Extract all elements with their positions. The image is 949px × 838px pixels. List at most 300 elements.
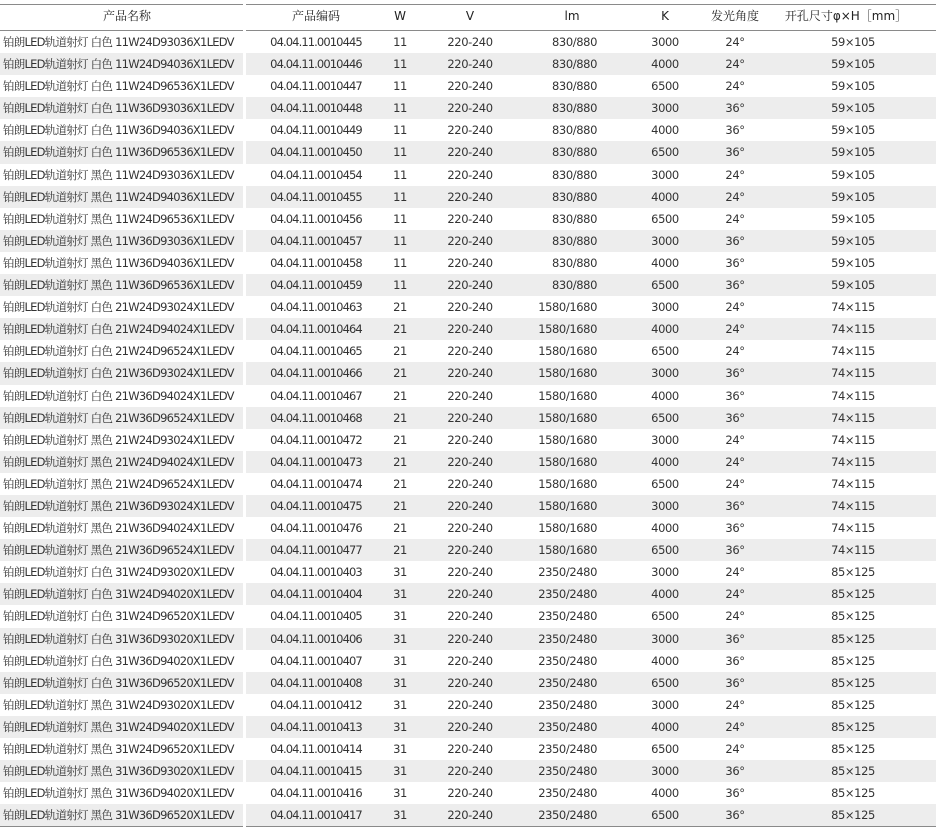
product-code-cell: 04.04.11.0010408 bbox=[270, 675, 362, 690]
kelvin-cell: 6500 bbox=[651, 145, 679, 160]
watt-cell: 31 bbox=[393, 631, 407, 646]
cutout-size-cell: 85×125 bbox=[831, 786, 875, 801]
lumen-cell: 830/880 bbox=[552, 79, 597, 94]
product-code-cell: 04.04.11.0010403 bbox=[270, 565, 362, 580]
cutout-size-cell: 59×105 bbox=[831, 57, 875, 72]
product-code-cell: 04.04.11.0010464 bbox=[270, 322, 362, 337]
cutout-size-cell: 74×115 bbox=[831, 432, 875, 447]
voltage-cell: 220-240 bbox=[447, 719, 493, 734]
kelvin-cell: 3000 bbox=[651, 498, 679, 513]
product-code-cell: 04.04.11.0010417 bbox=[270, 808, 362, 823]
lumen-cell: 1580/1680 bbox=[538, 388, 597, 403]
header-product-name: 产品名称 bbox=[102, 9, 152, 23]
lumen-cell: 830/880 bbox=[552, 167, 597, 182]
product-code-cell: 04.04.11.0010407 bbox=[270, 653, 362, 668]
voltage-cell: 220-240 bbox=[447, 167, 493, 182]
lumen-cell: 2350/2480 bbox=[538, 631, 597, 646]
table-row bbox=[0, 539, 936, 561]
kelvin-cell: 3000 bbox=[651, 764, 679, 779]
lumen-cell: 1580/1680 bbox=[538, 432, 597, 447]
voltage-cell: 220-240 bbox=[447, 211, 493, 226]
product-name-cell: 铂朗LED轨道射灯 白色 21W36D93024X1LEDV bbox=[3, 366, 234, 381]
product-code-cell: 04.04.11.0010449 bbox=[270, 123, 362, 138]
cutout-size-cell: 59×105 bbox=[831, 278, 875, 293]
table-row bbox=[0, 716, 936, 738]
watt-cell: 31 bbox=[393, 675, 407, 690]
table-row bbox=[0, 628, 936, 650]
lumen-cell: 1580/1680 bbox=[538, 476, 597, 491]
watt-cell: 11 bbox=[393, 278, 407, 293]
voltage-cell: 220-240 bbox=[447, 432, 493, 447]
voltage-cell: 220-240 bbox=[447, 35, 493, 49]
table-row bbox=[0, 760, 936, 782]
table-row bbox=[0, 605, 936, 627]
table-row bbox=[0, 583, 936, 605]
lumen-cell: 830/880 bbox=[552, 123, 597, 138]
table-row bbox=[0, 186, 936, 208]
table-row bbox=[0, 296, 936, 318]
cutout-size-cell: 74×115 bbox=[831, 543, 875, 558]
product-name-cell: 铂朗LED轨道射灯 黑色 31W36D96520X1LEDV bbox=[3, 808, 234, 823]
product-name-cell: 铂朗LED轨道射灯 白色 31W36D94020X1LEDV bbox=[3, 653, 234, 668]
beam-angle-cell: 24° bbox=[725, 211, 745, 226]
kelvin-cell: 3000 bbox=[651, 366, 679, 381]
product-name-cell: 铂朗LED轨道射灯 白色 11W36D94036X1LEDV bbox=[3, 123, 234, 138]
cutout-size-cell: 59×105 bbox=[831, 145, 875, 160]
table-row bbox=[0, 274, 936, 296]
watt-cell: 21 bbox=[393, 366, 407, 381]
lumen-cell: 2350/2480 bbox=[538, 565, 597, 580]
product-code-cell: 04.04.11.0010465 bbox=[270, 344, 362, 359]
product-code-cell: 04.04.11.0010459 bbox=[270, 278, 362, 293]
cutout-size-cell: 59×105 bbox=[831, 101, 875, 116]
product-code-cell: 04.04.11.0010467 bbox=[270, 388, 362, 403]
kelvin-cell: 4000 bbox=[651, 521, 679, 536]
beam-angle-cell: 36° bbox=[725, 101, 745, 116]
kelvin-cell: 6500 bbox=[651, 410, 679, 425]
product-name-cell: 铂朗LED轨道射灯 白色 21W24D94024X1LEDV bbox=[3, 322, 234, 337]
product-code-cell: 04.04.11.0010404 bbox=[270, 587, 362, 602]
beam-angle-cell: 24° bbox=[725, 300, 745, 315]
kelvin-cell: 3000 bbox=[651, 565, 679, 580]
lumen-cell: 1580/1680 bbox=[538, 344, 597, 359]
table-row bbox=[0, 473, 936, 495]
cutout-size-cell: 85×125 bbox=[831, 764, 875, 779]
cutout-size-cell: 74×115 bbox=[831, 344, 875, 359]
product-code-cell: 04.04.11.0010463 bbox=[270, 300, 362, 315]
table-row bbox=[0, 672, 936, 694]
beam-angle-cell: 36° bbox=[725, 410, 745, 425]
header-cutout-size: 开孔尺寸φ×H［mm］ bbox=[784, 9, 908, 23]
voltage-cell: 220-240 bbox=[447, 631, 493, 646]
cutout-size-cell: 74×115 bbox=[831, 300, 875, 315]
kelvin-cell: 6500 bbox=[651, 278, 679, 293]
watt-cell: 21 bbox=[393, 344, 407, 359]
product-code-cell: 04.04.11.0010448 bbox=[270, 101, 362, 116]
voltage-cell: 220-240 bbox=[447, 498, 493, 513]
kelvin-cell: 4000 bbox=[651, 123, 679, 138]
voltage-cell: 220-240 bbox=[447, 145, 493, 160]
product-code-cell: 04.04.11.0010474 bbox=[270, 476, 362, 491]
cutout-size-cell: 59×105 bbox=[831, 35, 875, 49]
product-name-cell: 铂朗LED轨道射灯 黑色 11W36D94036X1LEDV bbox=[3, 255, 234, 270]
beam-angle-cell: 36° bbox=[725, 764, 745, 779]
kelvin-cell: 6500 bbox=[651, 211, 679, 226]
watt-cell: 31 bbox=[393, 719, 407, 734]
kelvin-cell: 4000 bbox=[651, 719, 679, 734]
cutout-size-cell: 74×115 bbox=[831, 322, 875, 337]
voltage-cell: 220-240 bbox=[447, 808, 493, 823]
lumen-cell: 1580/1680 bbox=[538, 498, 597, 513]
watt-cell: 21 bbox=[393, 543, 407, 558]
table-row bbox=[0, 252, 936, 274]
kelvin-cell: 3000 bbox=[651, 35, 679, 49]
voltage-cell: 220-240 bbox=[447, 697, 493, 712]
voltage-cell: 220-240 bbox=[447, 653, 493, 668]
lumen-cell: 1580/1680 bbox=[538, 454, 597, 469]
product-code-cell: 04.04.11.0010450 bbox=[270, 145, 362, 160]
watt-cell: 31 bbox=[393, 742, 407, 756]
beam-angle-cell: 24° bbox=[725, 609, 745, 624]
product-name-cell: 铂朗LED轨道射灯 白色 31W24D94020X1LEDV bbox=[3, 587, 234, 602]
product-name-cell: 铂朗LED轨道射灯 白色 21W36D94024X1LEDV bbox=[3, 388, 234, 403]
table-row bbox=[0, 694, 936, 716]
voltage-cell: 220-240 bbox=[447, 366, 493, 381]
product-code-cell: 04.04.11.0010447 bbox=[270, 79, 362, 94]
table-body bbox=[0, 31, 936, 826]
product-name-cell: 铂朗LED轨道射灯 黑色 21W24D93024X1LEDV bbox=[3, 432, 234, 447]
lumen-cell: 1580/1680 bbox=[538, 366, 597, 381]
watt-cell: 21 bbox=[393, 454, 407, 469]
product-name-cell: 铂朗LED轨道射灯 黑色 11W36D96536X1LEDV bbox=[3, 278, 234, 293]
cutout-size-cell: 59×105 bbox=[831, 255, 875, 270]
beam-angle-cell: 24° bbox=[725, 565, 745, 580]
kelvin-cell: 4000 bbox=[651, 322, 679, 337]
product-name-cell: 铂朗LED轨道射灯 黑色 21W36D93024X1LEDV bbox=[3, 498, 234, 513]
table-row bbox=[0, 75, 936, 97]
cutout-size-cell: 59×105 bbox=[831, 167, 875, 182]
beam-angle-cell: 24° bbox=[725, 432, 745, 447]
table-row bbox=[0, 362, 936, 384]
voltage-cell: 220-240 bbox=[447, 786, 493, 801]
beam-angle-cell: 36° bbox=[725, 123, 745, 138]
lumen-cell: 1580/1680 bbox=[538, 410, 597, 425]
watt-cell: 21 bbox=[393, 322, 407, 337]
product-name-cell: 铂朗LED轨道射灯 白色 11W24D93036X1LEDV bbox=[3, 35, 234, 49]
watt-cell: 21 bbox=[393, 476, 407, 491]
product-name-cell: 铂朗LED轨道射灯 黑色 21W36D94024X1LEDV bbox=[3, 521, 234, 536]
watt-cell: 11 bbox=[393, 35, 407, 49]
product-code-cell: 04.04.11.0010468 bbox=[270, 410, 362, 425]
cutout-size-cell: 74×115 bbox=[831, 410, 875, 425]
product-code-cell: 04.04.11.0010466 bbox=[270, 366, 362, 381]
voltage-cell: 220-240 bbox=[447, 101, 493, 116]
table-row bbox=[0, 119, 936, 141]
watt-cell: 11 bbox=[393, 123, 407, 138]
lumen-cell: 830/880 bbox=[552, 35, 597, 49]
kelvin-cell: 3000 bbox=[651, 432, 679, 447]
beam-angle-cell: 24° bbox=[725, 167, 745, 182]
lumen-cell: 1580/1680 bbox=[538, 543, 597, 558]
watt-cell: 21 bbox=[393, 388, 407, 403]
product-code-cell: 04.04.11.0010412 bbox=[270, 697, 362, 712]
voltage-cell: 220-240 bbox=[447, 454, 493, 469]
voltage-cell: 220-240 bbox=[447, 476, 493, 491]
lumen-cell: 2350/2480 bbox=[538, 587, 597, 602]
beam-angle-cell: 36° bbox=[725, 388, 745, 403]
product-name-cell: 铂朗LED轨道射灯 黑色 31W24D96520X1LEDV bbox=[3, 742, 234, 756]
voltage-cell: 220-240 bbox=[447, 388, 493, 403]
product-code-cell: 04.04.11.0010472 bbox=[270, 432, 362, 447]
beam-angle-cell: 24° bbox=[725, 697, 745, 712]
table-row bbox=[0, 429, 936, 451]
lumen-cell: 2350/2480 bbox=[538, 675, 597, 690]
product-name-cell: 铂朗LED轨道射灯 白色 21W24D96524X1LEDV bbox=[3, 344, 234, 359]
kelvin-cell: 4000 bbox=[651, 388, 679, 403]
watt-cell: 11 bbox=[393, 145, 407, 160]
beam-angle-cell: 24° bbox=[725, 719, 745, 734]
product-code-cell: 04.04.11.0010455 bbox=[270, 189, 362, 204]
table-row bbox=[0, 407, 936, 429]
product-code-cell: 04.04.11.0010458 bbox=[270, 255, 362, 270]
kelvin-cell: 4000 bbox=[651, 454, 679, 469]
kelvin-cell: 6500 bbox=[651, 476, 679, 491]
product-name-cell: 铂朗LED轨道射灯 黑色 11W24D93036X1LEDV bbox=[3, 167, 234, 182]
voltage-cell: 220-240 bbox=[447, 609, 493, 624]
beam-angle-cell: 36° bbox=[725, 653, 745, 668]
product-name-cell: 铂朗LED轨道射灯 黑色 21W24D94024X1LEDV bbox=[3, 454, 234, 469]
product-name-cell: 铂朗LED轨道射灯 黑色 11W24D96536X1LEDV bbox=[3, 211, 234, 226]
watt-cell: 11 bbox=[393, 189, 407, 204]
header-top-rule-right bbox=[246, 4, 936, 5]
lumen-cell: 830/880 bbox=[552, 145, 597, 160]
product-name-cell: 铂朗LED轨道射灯 白色 21W36D96524X1LEDV bbox=[3, 410, 234, 425]
kelvin-cell: 3000 bbox=[651, 697, 679, 712]
cutout-size-cell: 59×105 bbox=[831, 233, 875, 248]
voltage-cell: 220-240 bbox=[447, 322, 493, 337]
watt-cell: 21 bbox=[393, 300, 407, 315]
voltage-cell: 220-240 bbox=[447, 255, 493, 270]
beam-angle-cell: 36° bbox=[725, 631, 745, 646]
table-header bbox=[0, 0, 936, 30]
cutout-size-cell: 59×105 bbox=[831, 123, 875, 138]
watt-cell: 31 bbox=[393, 808, 407, 823]
product-name-cell: 铂朗LED轨道射灯 白色 31W24D93020X1LEDV bbox=[3, 565, 234, 580]
watt-cell: 31 bbox=[393, 786, 407, 801]
kelvin-cell: 3000 bbox=[651, 101, 679, 116]
beam-angle-cell: 24° bbox=[725, 322, 745, 337]
header-watt: W bbox=[394, 9, 406, 23]
voltage-cell: 220-240 bbox=[447, 344, 493, 359]
lumen-cell: 830/880 bbox=[552, 211, 597, 226]
lumen-cell: 830/880 bbox=[552, 278, 597, 293]
product-code-cell: 04.04.11.0010413 bbox=[270, 719, 362, 734]
watt-cell: 11 bbox=[393, 233, 407, 248]
voltage-cell: 220-240 bbox=[447, 123, 493, 138]
kelvin-cell: 3000 bbox=[651, 300, 679, 315]
product-code-cell: 04.04.11.0010405 bbox=[270, 609, 362, 624]
cutout-size-cell: 85×125 bbox=[831, 609, 875, 624]
voltage-cell: 220-240 bbox=[447, 543, 493, 558]
voltage-cell: 220-240 bbox=[447, 742, 493, 756]
table-row bbox=[0, 340, 936, 362]
beam-angle-cell: 24° bbox=[725, 189, 745, 204]
cutout-size-cell: 59×105 bbox=[831, 79, 875, 94]
kelvin-cell: 6500 bbox=[651, 675, 679, 690]
voltage-cell: 220-240 bbox=[447, 300, 493, 315]
header-top-rule-left bbox=[0, 4, 243, 5]
kelvin-cell: 4000 bbox=[651, 786, 679, 801]
product-code-cell: 04.04.11.0010446 bbox=[270, 57, 362, 72]
table-row bbox=[0, 208, 936, 230]
watt-cell: 11 bbox=[393, 255, 407, 270]
watt-cell: 21 bbox=[393, 521, 407, 536]
watt-cell: 11 bbox=[393, 167, 407, 182]
product-code-cell: 04.04.11.0010416 bbox=[270, 786, 362, 801]
table-row bbox=[0, 31, 936, 53]
voltage-cell: 220-240 bbox=[447, 587, 493, 602]
lumen-cell: 2350/2480 bbox=[538, 786, 597, 801]
lumen-cell: 2350/2480 bbox=[538, 609, 597, 624]
watt-cell: 11 bbox=[393, 57, 407, 72]
watt-cell: 11 bbox=[393, 211, 407, 226]
cutout-size-cell: 74×115 bbox=[831, 476, 875, 491]
cutout-size-cell: 85×125 bbox=[831, 808, 875, 823]
watt-cell: 31 bbox=[393, 697, 407, 712]
table-row bbox=[0, 230, 936, 252]
table-row bbox=[0, 517, 936, 539]
product-name-cell: 铂朗LED轨道射灯 白色 11W24D96536X1LEDV bbox=[3, 79, 234, 94]
kelvin-cell: 6500 bbox=[651, 609, 679, 624]
table-row bbox=[0, 650, 936, 672]
table-row bbox=[0, 495, 936, 517]
kelvin-cell: 4000 bbox=[651, 255, 679, 270]
product-name-cell: 铂朗LED轨道射灯 白色 21W24D93024X1LEDV bbox=[3, 300, 234, 315]
watt-cell: 31 bbox=[393, 609, 407, 624]
product-name-cell: 铂朗LED轨道射灯 白色 11W36D93036X1LEDV bbox=[3, 101, 234, 116]
lumen-cell: 830/880 bbox=[552, 189, 597, 204]
beam-angle-cell: 36° bbox=[725, 278, 745, 293]
cutout-size-cell: 74×115 bbox=[831, 388, 875, 403]
lumen-cell: 1580/1680 bbox=[538, 521, 597, 536]
table-row bbox=[0, 561, 936, 583]
watt-cell: 11 bbox=[393, 79, 407, 94]
watt-cell: 31 bbox=[393, 565, 407, 580]
beam-angle-cell: 36° bbox=[725, 808, 745, 823]
product-name-cell: 铂朗LED轨道射灯 黑色 21W36D96524X1LEDV bbox=[3, 543, 234, 558]
kelvin-cell: 4000 bbox=[651, 587, 679, 602]
cutout-size-cell: 85×125 bbox=[831, 719, 875, 734]
table-row bbox=[0, 804, 936, 826]
product-code-cell: 04.04.11.0010445 bbox=[270, 35, 362, 49]
cutout-size-cell: 74×115 bbox=[831, 521, 875, 536]
cutout-size-cell: 85×125 bbox=[831, 742, 875, 756]
watt-cell: 21 bbox=[393, 432, 407, 447]
kelvin-cell: 4000 bbox=[651, 653, 679, 668]
kelvin-cell: 3000 bbox=[651, 631, 679, 646]
kelvin-cell: 6500 bbox=[651, 742, 679, 756]
cutout-size-cell: 74×115 bbox=[831, 498, 875, 513]
voltage-cell: 220-240 bbox=[447, 278, 493, 293]
product-code-cell: 04.04.11.0010475 bbox=[270, 498, 362, 513]
header-voltage: V bbox=[465, 9, 475, 23]
header-beam-angle: 发光角度 bbox=[710, 9, 760, 23]
lumen-cell: 2350/2480 bbox=[538, 697, 597, 712]
table-row bbox=[0, 385, 936, 407]
product-name-cell: 铂朗LED轨道射灯 白色 31W24D96520X1LEDV bbox=[3, 609, 234, 624]
cutout-size-cell: 59×105 bbox=[831, 189, 875, 204]
voltage-cell: 220-240 bbox=[447, 675, 493, 690]
beam-angle-cell: 24° bbox=[725, 587, 745, 602]
watt-cell: 31 bbox=[393, 587, 407, 602]
table-row bbox=[0, 53, 936, 75]
product-code-cell: 04.04.11.0010456 bbox=[270, 211, 362, 226]
kelvin-cell: 4000 bbox=[651, 57, 679, 72]
lumen-cell: 1580/1680 bbox=[538, 322, 597, 337]
beam-angle-cell: 24° bbox=[725, 79, 745, 94]
cutout-size-cell: 85×125 bbox=[831, 631, 875, 646]
cutout-size-cell: 85×125 bbox=[831, 587, 875, 602]
lumen-cell: 2350/2480 bbox=[538, 719, 597, 734]
product-name-cell: 铂朗LED轨道射灯 白色 31W36D96520X1LEDV bbox=[3, 675, 234, 690]
beam-angle-cell: 36° bbox=[725, 786, 745, 801]
lumen-cell: 830/880 bbox=[552, 57, 597, 72]
product-name-cell: 铂朗LED轨道射灯 白色 31W36D93020X1LEDV bbox=[3, 631, 234, 646]
lumen-cell: 2350/2480 bbox=[538, 653, 597, 668]
beam-angle-cell: 36° bbox=[725, 543, 745, 558]
voltage-cell: 220-240 bbox=[447, 233, 493, 248]
table-row bbox=[0, 451, 936, 473]
beam-angle-cell: 36° bbox=[725, 498, 745, 513]
watt-cell: 31 bbox=[393, 764, 407, 779]
lumen-cell: 2350/2480 bbox=[538, 742, 597, 756]
kelvin-cell: 3000 bbox=[651, 233, 679, 248]
product-code-cell: 04.04.11.0010406 bbox=[270, 631, 362, 646]
lumen-cell: 830/880 bbox=[552, 255, 597, 270]
watt-cell: 11 bbox=[393, 101, 407, 116]
watt-cell: 21 bbox=[393, 410, 407, 425]
table-bottom-rule-right bbox=[246, 826, 936, 827]
beam-angle-cell: 24° bbox=[725, 476, 745, 491]
voltage-cell: 220-240 bbox=[447, 764, 493, 779]
voltage-cell: 220-240 bbox=[447, 79, 493, 94]
cutout-size-cell: 59×105 bbox=[831, 211, 875, 226]
product-name-cell: 铂朗LED轨道射灯 白色 11W24D94036X1LEDV bbox=[3, 57, 234, 72]
kelvin-cell: 6500 bbox=[651, 79, 679, 94]
product-name-cell: 铂朗LED轨道射灯 黑色 31W36D93020X1LEDV bbox=[3, 764, 234, 779]
cutout-size-cell: 85×125 bbox=[831, 565, 875, 580]
table-row bbox=[0, 141, 936, 163]
product-code-cell: 04.04.11.0010414 bbox=[270, 742, 362, 756]
product-name-cell: 铂朗LED轨道射灯 黑色 11W36D93036X1LEDV bbox=[3, 233, 234, 248]
table-row bbox=[0, 738, 936, 760]
lumen-cell: 2350/2480 bbox=[538, 808, 597, 823]
product-name-cell: 铂朗LED轨道射灯 黑色 11W24D94036X1LEDV bbox=[3, 189, 234, 204]
table-row bbox=[0, 164, 936, 186]
beam-angle-cell: 24° bbox=[725, 35, 745, 49]
voltage-cell: 220-240 bbox=[447, 410, 493, 425]
beam-angle-cell: 24° bbox=[725, 344, 745, 359]
product-name-cell: 铂朗LED轨道射灯 黑色 31W24D93020X1LEDV bbox=[3, 697, 234, 712]
beam-angle-cell: 24° bbox=[725, 742, 745, 756]
product-name-cell: 铂朗LED轨道射灯 白色 11W36D96536X1LEDV bbox=[3, 145, 234, 160]
kelvin-cell: 6500 bbox=[651, 543, 679, 558]
product-code-cell: 04.04.11.0010476 bbox=[270, 521, 362, 536]
product-code-cell: 04.04.11.0010454 bbox=[270, 167, 362, 182]
product-name-cell: 铂朗LED轨道射灯 黑色 31W36D94020X1LEDV bbox=[3, 786, 234, 801]
kelvin-cell: 6500 bbox=[651, 344, 679, 359]
header-kelvin: K bbox=[661, 9, 669, 23]
